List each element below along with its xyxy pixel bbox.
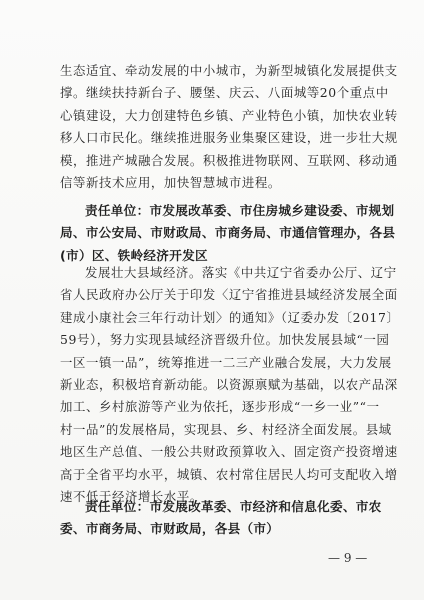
paragraph-urbanization	[60, 60, 398, 194]
page-number: — 9 —	[328, 551, 368, 565]
responsibility-units-county-economy	[60, 496, 382, 541]
text-line: 委、市商务局、市财政局，各县（市）	[60, 521, 280, 537]
text-line: 撑。继续扶持新台子、腰堡、庆云、八面城等20个重点中	[60, 85, 389, 101]
text-line: 建成小康社会三年行动计划〉的通知》（辽委办发〔2017〕	[60, 309, 400, 325]
text-line: 新业态，积极培育新动能。以资源禀赋为基础，以农产品深	[60, 377, 398, 393]
responsibility-units-urbanization	[60, 200, 396, 267]
text-line: 一区一镇一品”，统筹推进一二三产业融合发展，大力发展	[60, 354, 392, 370]
text-line: 村一品”的发展格局，实现县、乡、村经济全面发展。县域	[60, 421, 392, 437]
text-line: 省人民政府办公厅关于印发〈辽宁省推进县域经济发展全面	[60, 287, 398, 303]
text-line: 移人口市民化。继续推进服务业集聚区建设，进一步壮大规	[60, 130, 398, 146]
text-line: 加工、乡村旅游等产业为依托，逐步形成“一乡一业”“一	[60, 399, 380, 415]
text-line: 局、市公安局、市财政局、市商务局、市通信管理办，各县	[60, 225, 396, 241]
text-line: 模，推进产城融合发展。积极推进物联网、互联网、移动通	[60, 152, 398, 168]
text-line: 责任单位：市发展改革委、市住房城乡建设委、市规划	[85, 203, 395, 218]
text-line: 责任单位：市发展改革委、市经济和信息化委、市农	[85, 499, 382, 514]
text-line: 发展壮大县域经济。落实《中共辽宁省委办公厅、辽宁	[85, 265, 397, 280]
text-line: 生态适宜、牵动发展的中小城市，为新型城镇化发展提供支	[60, 63, 398, 78]
text-line: 速不低于经济增长水平。	[60, 489, 203, 505]
text-line: (市）区、铁岭经济开发区	[60, 247, 208, 263]
text-line: 地区生产总值、一般公共财政预算收入、固定资产投资增速	[60, 444, 398, 460]
text-line: 信等新技术应用，加快智慧城市进程。	[60, 175, 281, 191]
text-line: 心镇建设，大力创建特色乡镇、产业特色小镇，加快农业转	[60, 107, 398, 123]
text-line: 高于全省平均水平，城镇、农村常住居民人均可支配收入增	[60, 466, 398, 482]
text-line: 59号），努力实现县域经济晋级升位。加快发展县域“一园	[60, 332, 390, 348]
paragraph-county-economy	[60, 262, 400, 508]
